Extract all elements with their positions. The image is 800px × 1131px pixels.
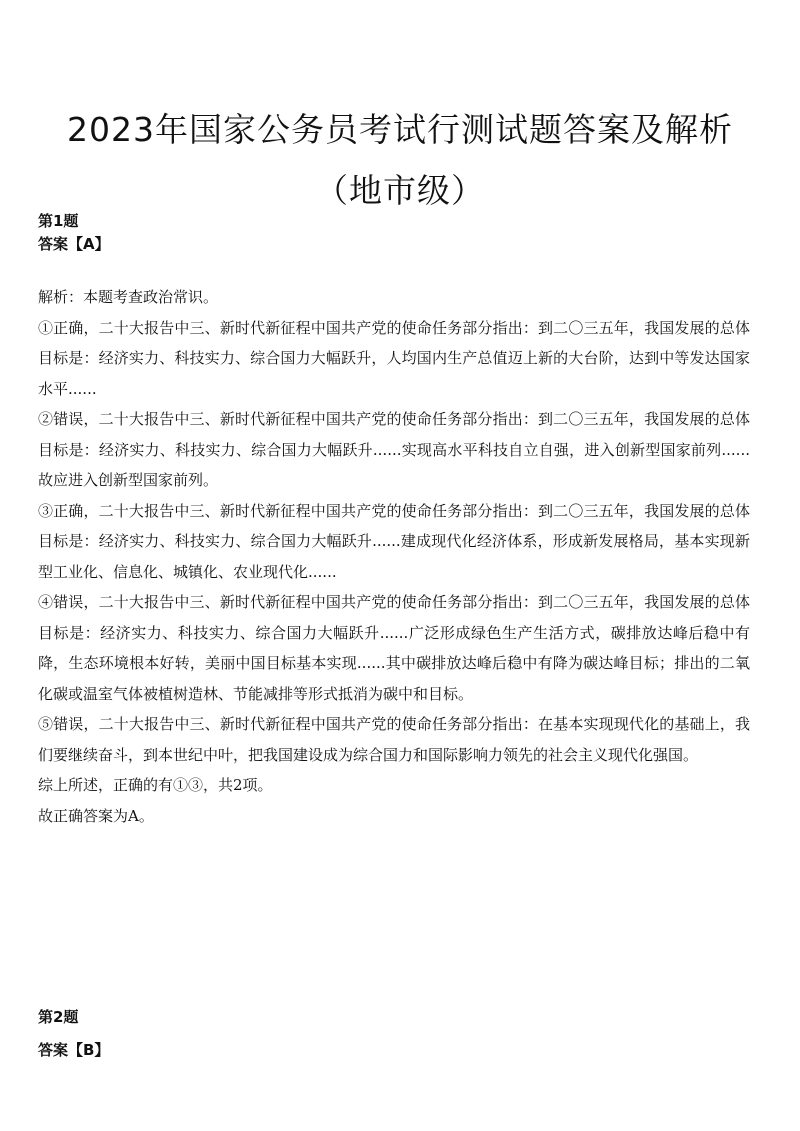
analysis-summary: 综上所述，正确的有①③，共2项。 [38, 776, 273, 794]
document-subtitle: （地市级） [315, 171, 485, 210]
question-1-analysis [38, 282, 750, 831]
analysis-item-4: ④错误，二十大报告中三、新时代新征程中国共产党的使命任务部分指出：到二〇三五年，我国发展的总体目标是：经济实力、科技实力、综合国力大幅跃升......广泛形成绿色生产生活方式，碳排放达峰后稳中有降，生态环境根本好转，美丽中国目标基本实现......其中碳排放达峰后稳中有降为碳达峰目标；排出的二氧化碳或温室气体被植树造林、节能减排等形式抵消为碳中和目标。 [38, 593, 750, 703]
analysis-intro: 解析：本题考查政治常识。 [38, 288, 219, 306]
question-1-answer: 答案【A】 [38, 235, 110, 253]
question-1-number: 第1题 [38, 212, 79, 230]
analysis-item-1: ①正确，二十大报告中三、新时代新征程中国共产党的使命任务部分指出：到二〇三五年，我国发展的总体目标是：经济实力、科技实力、综合国力大幅跃升，人均国内生产总值迈上新的大台阶，达到中等发达国家水平...... [38, 318, 750, 398]
analysis-item-2: ②错误，二十大报告中三、新时代新征程中国共产党的使命任务部分指出：到二〇三五年，我国发展的总体目标是：经济实力、科技实力、综合国力大幅跃升......实现高水平科技自立自强，进入创新型国家前列......故应进入创新型国家前列。 [38, 410, 750, 489]
analysis-conclusion: 故正确答案为A。 [38, 806, 154, 825]
document-title: 2023年国家公务员考试行测试题答案及解析 [67, 110, 733, 149]
question-2-number: 第2题 [38, 1008, 79, 1026]
analysis-item-3: ③正确，二十大报告中三、新时代新征程中国共产党的使命任务部分指出：到二〇三五年，我国发展的总体目标是：经济实力、科技实力、综合国力大幅跃升......建成现代化经济体系，形成新发展格局，基本实现新型工业化、信息化、城镇化、农业现代化...... [38, 501, 750, 581]
question-2-answer: 答案【B】 [38, 1041, 110, 1059]
analysis-item-5: ⑤错误，二十大报告中三、新时代新征程中国共产党的使命任务部分指出：在基本实现现代化的基础上，我们要继续奋斗，到本世纪中叶，把我国建设成为综合国力和国际影响力领先的社会主义现代化强国。 [38, 715, 750, 764]
